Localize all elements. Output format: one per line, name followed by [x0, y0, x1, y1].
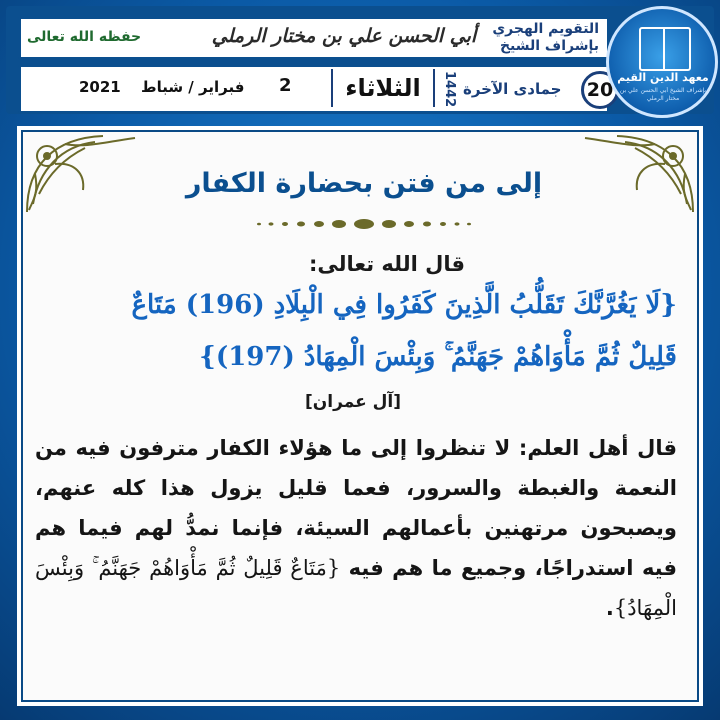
- weekday: الثلاثاء: [331, 69, 435, 107]
- logo-name: معهد الدين القيم: [617, 71, 709, 84]
- quran-verse-line-1: {لَا يَغُرَّنَّكَ تَقَلُّبُ الَّذِينَ كَفَرُوا فِي الْبِلَادِ (196) مَتَاعٌ: [131, 290, 677, 320]
- hijri-day: 20: [581, 71, 619, 109]
- gregorian-month: فبراير / شباط: [141, 78, 245, 96]
- calendar-title-line1: التقويم الهجري: [492, 21, 599, 37]
- hijri-month: جمادى الآخرة: [463, 80, 562, 98]
- sheikh-name: أبي الحسن علي بن مختار الرملي: [211, 25, 477, 47]
- calendar-title: [492, 21, 599, 55]
- surah-reference: [آل عمران]: [305, 392, 401, 412]
- open-book-icon: [639, 27, 691, 71]
- calendar-title-line2: بإشراف الشيخ: [499, 38, 599, 54]
- post-title: إلى من فتن بحضارة الكفار: [185, 168, 543, 199]
- calendar-header: [6, 6, 714, 114]
- commentary-text: [35, 428, 677, 628]
- ornamental-divider: [239, 216, 489, 232]
- commentary-verse: {مَتَاعٌ قَلِيلٌ ثُمَّ مَأْوَاهُمْ جَهَنَّمُ ۚ وَبِئْسَ الْمِهَادُ}: [35, 556, 677, 620]
- honorific: حفظه الله تعالى: [27, 29, 142, 45]
- content-card: [17, 126, 703, 706]
- verse-intro: قال الله تعالى:: [308, 252, 465, 276]
- header-top-band: [18, 16, 610, 60]
- gregorian-year: 2021: [79, 78, 121, 96]
- hijri-year: 1442: [442, 70, 457, 108]
- commentary-main: قال أهل العلم: لا تنظروا إلى ما هؤلاء الكفار مترفون فيه من النعمة والغبطة والسرور، فعما قليل يزول هذا كله عنهم، ويصبحون مرتهنين بأعمالهم السيئة، فإنما نمدُّ لهم فيما هم فيه استدراجًا، وجميع ما هم فيه: [35, 436, 678, 580]
- header-date-band: [18, 64, 614, 114]
- logo-subtitle: بإشراف الشيخ أبي الحسن علي بن مختار الرملي: [619, 87, 707, 102]
- gregorian-day: 2: [279, 75, 292, 96]
- institute-logo: [606, 6, 718, 118]
- quran-verse-line-2: قَلِيلٌ ثُمَّ مَأْوَاهُمْ جَهَنَّمُ ۚ وَبِئْسَ الْمِهَادُ (197)}: [199, 342, 677, 372]
- commentary-end: .: [605, 596, 614, 620]
